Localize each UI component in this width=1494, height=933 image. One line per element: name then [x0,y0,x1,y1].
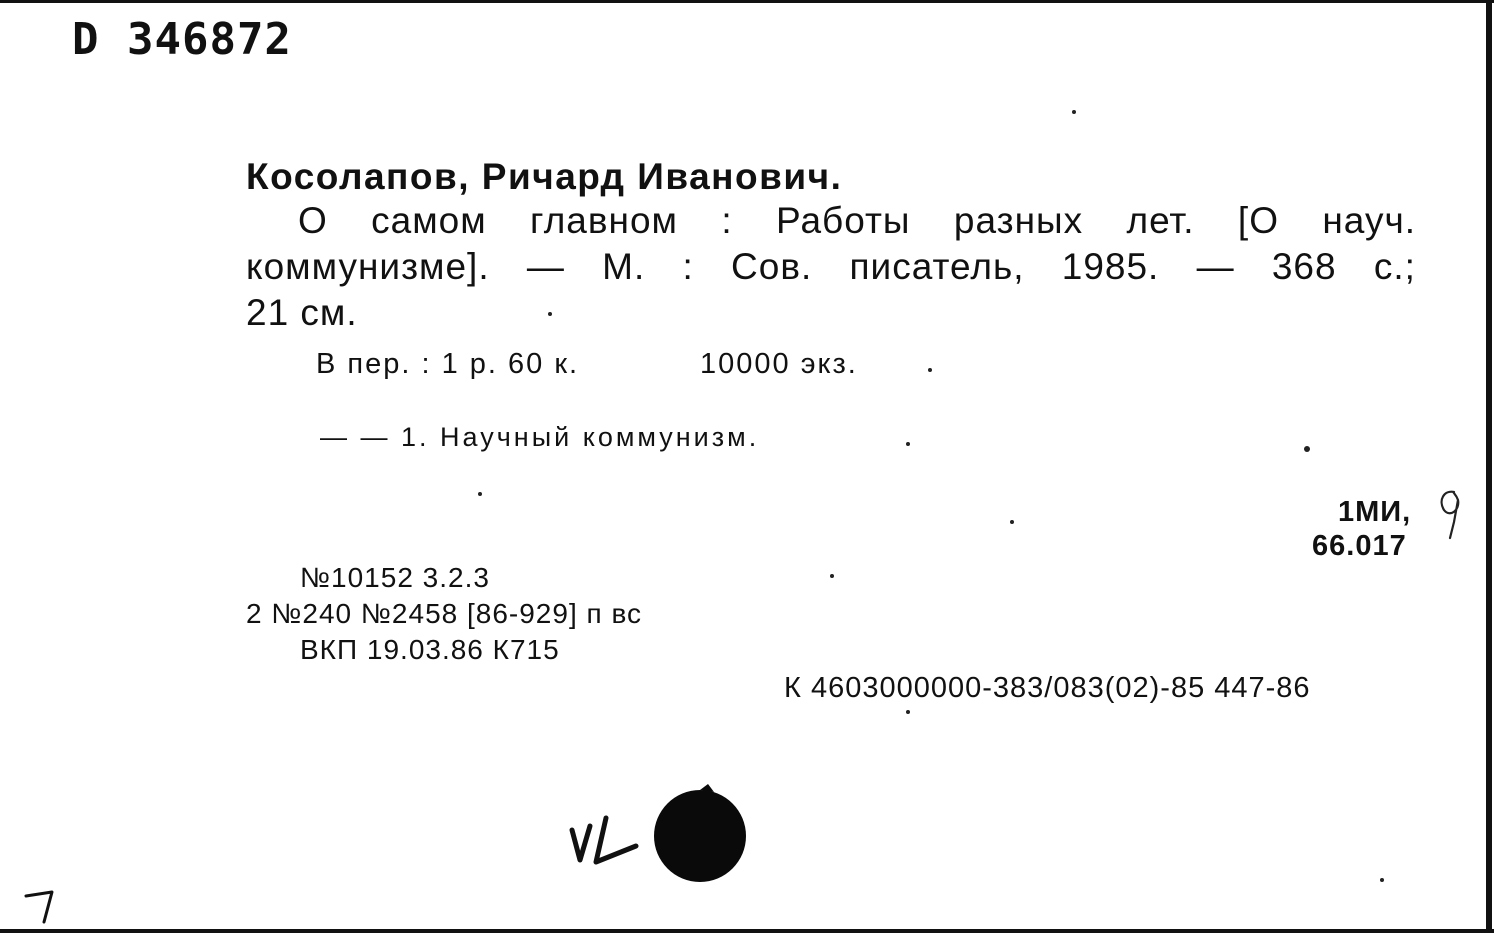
handwritten-nine-mark [1430,488,1470,544]
isbn-line: К 4603000000-383/083(02)-85 447-86 [784,672,1311,704]
title-word: лет. [1126,200,1195,241]
title-word: коммунизме]. [246,246,490,287]
speck [906,442,910,446]
classification-code-1: 1МИ, [1338,496,1412,528]
subject-heading: — — 1. Научный коммунизм. [320,422,760,452]
speck [1304,446,1310,452]
title-word: О [298,200,328,241]
speck [906,710,910,714]
author-name: Косолапов, Ричард Иванович. [246,156,843,197]
title-word: Работы [776,200,911,241]
title-word: — [1196,246,1235,287]
title-word: с.; [1373,246,1416,287]
title-word: [О [1237,200,1279,241]
handwritten-initials-mark [566,812,646,872]
title-line-1 [298,200,1416,242]
title-word: главном [530,200,678,241]
title-word: разных [953,200,1084,241]
print-run: 10000 экз. [700,348,858,380]
title-line-3: 21 см. [246,292,358,333]
meta-line-1: №10152 3.2.3 [300,562,490,593]
title-word: М. [602,246,646,287]
title-word: 368 [1271,246,1337,287]
speck [1072,110,1076,114]
speck [830,574,834,578]
title-word: Сов. [731,246,813,287]
speck [1010,520,1014,524]
card-edge-top [0,0,1494,3]
speck [928,368,932,372]
card-edge-right [1486,0,1492,933]
ink-dot-mark [648,782,752,886]
meta-line-3: ВКП 19.03.86 К715 [300,634,560,665]
title-word: 1985. [1061,246,1160,287]
title-word: писатель, [849,246,1025,287]
title-word: самом [371,200,487,241]
classification-code-2: 66.017 [1312,530,1407,562]
corner-tick-mark [22,888,62,928]
speck [548,312,552,316]
card-edge-bottom [0,929,1494,933]
title-line-2 [246,246,1416,288]
meta-line-2: 2 №240 №2458 [86-929] п вс [246,598,643,629]
title-word: — [526,246,565,287]
title-word: : [682,246,694,287]
speck [478,492,482,496]
price-binding: В пер. : 1 р. 60 к. [316,348,580,380]
speck [1380,878,1384,882]
title-word: науч. [1322,200,1416,241]
stamp-number: D 346872 [72,14,292,65]
title-word: : [721,200,733,241]
